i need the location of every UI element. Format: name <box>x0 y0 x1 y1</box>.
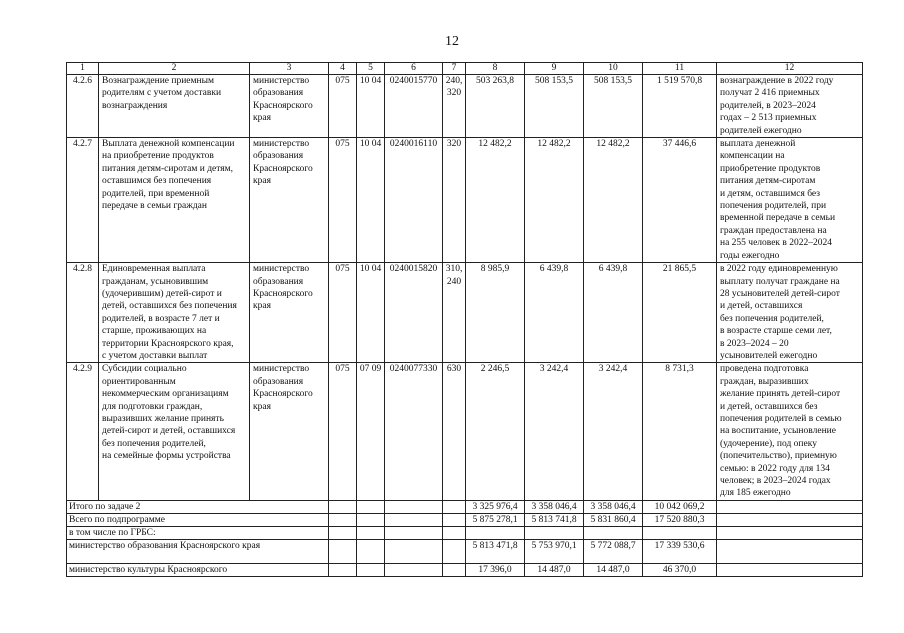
summary-2023: 5 813 741,8 <box>525 513 584 526</box>
summary-label: министерство культуры Красноярского <box>67 563 329 576</box>
summary-2024 <box>584 526 643 539</box>
item-2023: 508 153,5 <box>525 75 584 138</box>
summary-2022: 3 325 976,4 <box>466 500 525 513</box>
summary-total: 17 339 530,6 <box>643 539 717 563</box>
column-header: 4 <box>329 63 357 75</box>
item-total: 1 519 570,8 <box>643 75 717 138</box>
column-header: 7 <box>443 63 466 75</box>
summary-total: 10 042 069,2 <box>643 500 717 513</box>
item-csr: 0240015770 <box>385 75 443 138</box>
program-table <box>66 62 863 577</box>
item-rzpr: 10 04 <box>357 75 385 138</box>
item-agency: министерство образования Красноярского края <box>250 363 329 500</box>
column-header: 5 <box>357 63 385 75</box>
summary-total: 17 520 880,3 <box>643 513 717 526</box>
column-header: 10 <box>584 63 643 75</box>
table-row <box>67 138 863 263</box>
item-rzpr: 07 09 <box>357 363 385 500</box>
column-header-row <box>67 63 863 75</box>
item-agency: министерство образования Красноярского края <box>250 138 329 263</box>
summary-row <box>67 539 863 563</box>
item-name: Вознаграждение приемным родителям с учетом доставки вознаграждения <box>99 75 250 138</box>
item-grbs: 075 <box>329 263 357 363</box>
table-row <box>67 263 863 363</box>
item-vr: 240, 320 <box>443 75 466 138</box>
item-name: Субсидии социально ориентированным некоммерческим организациям для подготовки граждан, выразивших желание принять детей-сирот и детей, оставшихся без попечения родителей, на семейные формы устройства <box>99 363 250 500</box>
item-result: выплата денежной компенсации на приобретение продуктов питания детям-сиротам и детям, оставшимся без попечения родителей, при временной передаче в семьи граждан предоставлена на на 255 человек в 2022–2024 годы ежегодно <box>717 138 863 263</box>
item-total: 37 446,6 <box>643 138 717 263</box>
summary-total: 46 370,0 <box>643 563 717 576</box>
item-2023: 3 242,4 <box>525 363 584 500</box>
summary-2022 <box>466 526 525 539</box>
item-grbs: 075 <box>329 363 357 500</box>
item-csr: 0240016110 <box>385 138 443 263</box>
item-result: проведена подготовка граждан, выразивших желание принять детей-сирот и детей, оставшихся без попечения родителей в семью на воспитание, усыновление (удочерение), под опеку (попечительство), приемную семью: в 2022 году для 134 человек; в 2023–2024 годах для 185 ежегодно <box>717 363 863 500</box>
item-number: 4.2.9 <box>67 363 99 500</box>
item-agency: министерство образования Красноярского края <box>250 75 329 138</box>
item-csr: 0240077330 <box>385 363 443 500</box>
summary-2024: 3 358 046,4 <box>584 500 643 513</box>
item-total: 8 731,3 <box>643 363 717 500</box>
summary-2023 <box>525 526 584 539</box>
table-row <box>67 75 863 138</box>
item-grbs: 075 <box>329 75 357 138</box>
item-2023: 12 482,2 <box>525 138 584 263</box>
column-header: 2 <box>99 63 250 75</box>
summary-2023: 3 358 046,4 <box>525 500 584 513</box>
item-2022: 503 263,8 <box>466 75 525 138</box>
item-2022: 2 246,5 <box>466 363 525 500</box>
summary-2022: 5 813 471,8 <box>466 539 525 563</box>
column-header: 6 <box>385 63 443 75</box>
summary-2024: 5 772 088,7 <box>584 539 643 563</box>
item-vr: 630 <box>443 363 466 500</box>
item-agency: министерство образования Красноярского края <box>250 263 329 363</box>
item-grbs: 075 <box>329 138 357 263</box>
item-2024: 6 439,8 <box>584 263 643 363</box>
item-2024: 3 242,4 <box>584 363 643 500</box>
summary-2022: 17 396,0 <box>466 563 525 576</box>
summary-row <box>67 513 863 526</box>
item-2022: 8 985,9 <box>466 263 525 363</box>
column-header: 1 <box>67 63 99 75</box>
item-csr: 0240015820 <box>385 263 443 363</box>
summary-2023: 5 753 970,1 <box>525 539 584 563</box>
item-rzpr: 10 04 <box>357 263 385 363</box>
table-row <box>67 363 863 500</box>
item-result: вознаграждение в 2022 году получат 2 416 приемных родителей, в 2023–2024 годах – 2 513 приемных родителей ежегодно <box>717 75 863 138</box>
item-vr: 310, 240 <box>443 263 466 363</box>
column-header: 8 <box>466 63 525 75</box>
item-vr: 320 <box>443 138 466 263</box>
summary-total <box>643 526 717 539</box>
item-2024: 12 482,2 <box>584 138 643 263</box>
item-name: Единовременная выплата гражданам, усыновившим (удочерившим) детей-сирот и детей, оставшихся без попечения родителей, в возрасте 7 лет и старше, проживающих на территории Красноярского края, с учетом доставки выплат <box>99 263 250 363</box>
item-result: в 2022 году единовременную выплату получат граждане на 28 усыновителей детей-сирот и детей, оставшихся без попечения родителей, в возрасте старше семи лет, в 2023–2024 – 20 усыновителей ежегодно <box>717 263 863 363</box>
item-2023: 6 439,8 <box>525 263 584 363</box>
item-rzpr: 10 04 <box>357 138 385 263</box>
item-number: 4.2.8 <box>67 263 99 363</box>
summary-label: Итого по задаче 2 <box>67 500 329 513</box>
summary-2024: 14 487,0 <box>584 563 643 576</box>
summary-row <box>67 526 863 539</box>
summary-2024: 5 831 860,4 <box>584 513 643 526</box>
item-2022: 12 482,2 <box>466 138 525 263</box>
summary-label: Всего по подпрограмме <box>67 513 329 526</box>
summary-row <box>67 500 863 513</box>
item-name: Выплата денежной компенсации на приобретение продуктов питания детям-сиротам и детям, оставшимся без попечения родителей, при временной передаче в семьи граждан <box>99 138 250 263</box>
summary-row <box>67 563 863 576</box>
column-header: 9 <box>525 63 584 75</box>
column-header: 12 <box>717 63 863 75</box>
summary-label: в том числе по ГРБС: <box>67 526 329 539</box>
item-total: 21 865,5 <box>643 263 717 363</box>
summary-2023: 14 487,0 <box>525 563 584 576</box>
summary-label: министерство образования Красноярского края <box>67 539 329 563</box>
column-header: 11 <box>643 63 717 75</box>
item-2024: 508 153,5 <box>584 75 643 138</box>
item-number: 4.2.7 <box>67 138 99 263</box>
item-number: 4.2.6 <box>67 75 99 138</box>
summary-2022: 5 875 278,1 <box>466 513 525 526</box>
page-number: 12 <box>445 34 459 49</box>
column-header: 3 <box>250 63 329 75</box>
